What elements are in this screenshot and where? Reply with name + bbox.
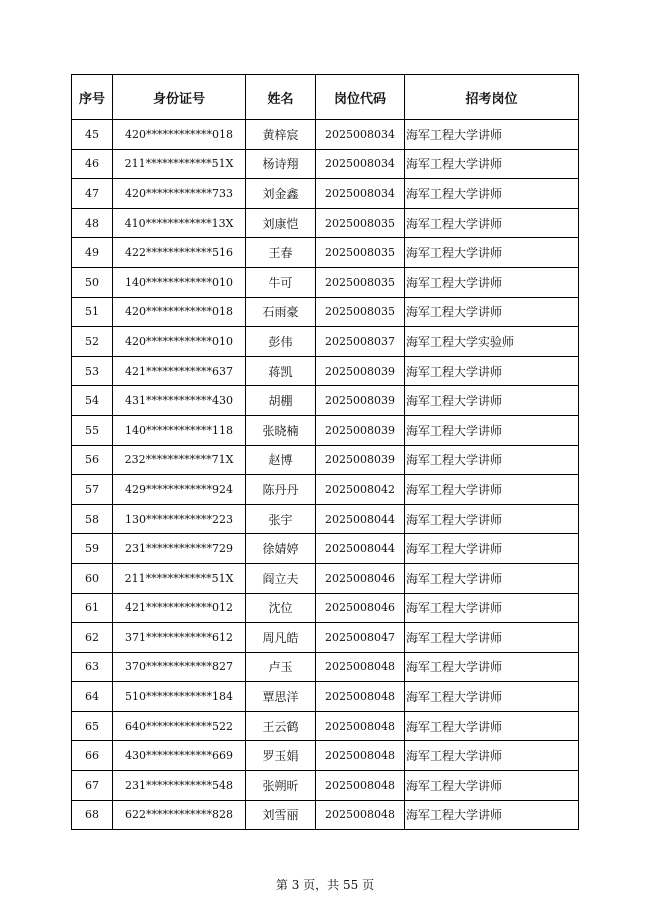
cell-id-number: 140************010 [113, 267, 246, 297]
cell-name: 胡棚 [246, 386, 316, 416]
cell-id-number: 232************71X [113, 445, 246, 475]
cell-id-number: 420************018 [113, 120, 246, 150]
cell-name: 彭伟 [246, 327, 316, 357]
cell-name: 卢玉 [246, 652, 316, 682]
cell-position-code: 2025008035 [316, 208, 405, 238]
cell-serial-number: 57 [72, 475, 113, 505]
cell-serial-number: 51 [72, 297, 113, 327]
table-row [72, 120, 579, 150]
cell-name: 张宇 [246, 504, 316, 534]
cell-id-number: 640************522 [113, 711, 246, 741]
cell-name: 罗玉娟 [246, 741, 316, 771]
table-row [72, 149, 579, 179]
cell-id-number: 429************924 [113, 475, 246, 505]
cell-position-title: 海军工程大学讲师 [405, 475, 579, 505]
cell-serial-number: 46 [72, 149, 113, 179]
cell-position-title: 海军工程大学讲师 [405, 445, 579, 475]
cell-id-number: 370************827 [113, 652, 246, 682]
cell-id-number: 231************729 [113, 534, 246, 564]
cell-name: 刘金鑫 [246, 179, 316, 209]
cell-position-code: 2025008044 [316, 504, 405, 534]
cell-serial-number: 67 [72, 771, 113, 801]
cell-serial-number: 52 [72, 327, 113, 357]
table-row [72, 741, 579, 771]
cell-name: 阎立夫 [246, 563, 316, 593]
cell-position-code: 2025008048 [316, 682, 405, 712]
cell-id-number: 510************184 [113, 682, 246, 712]
cell-serial-number: 60 [72, 563, 113, 593]
cell-position-code: 2025008048 [316, 741, 405, 771]
cell-position-code: 2025008047 [316, 623, 405, 653]
cell-name: 陈丹丹 [246, 475, 316, 505]
table-row [72, 297, 579, 327]
cell-position-title: 海军工程大学讲师 [405, 386, 579, 416]
table-row [72, 208, 579, 238]
cell-serial-number: 53 [72, 356, 113, 386]
cell-position-title: 海军工程大学讲师 [405, 356, 579, 386]
table-row [72, 386, 579, 416]
table-row [72, 327, 579, 357]
header-serial-number: 序号 [72, 75, 113, 120]
cell-id-number: 140************118 [113, 415, 246, 445]
cell-serial-number: 65 [72, 711, 113, 741]
cell-serial-number: 56 [72, 445, 113, 475]
cell-position-code: 2025008037 [316, 327, 405, 357]
cell-position-title: 海军工程大学讲师 [405, 267, 579, 297]
cell-serial-number: 66 [72, 741, 113, 771]
cell-position-title: 海军工程大学讲师 [405, 504, 579, 534]
cell-id-number: 420************010 [113, 327, 246, 357]
cell-position-title: 海军工程大学讲师 [405, 149, 579, 179]
candidate-table [71, 74, 579, 830]
cell-name: 张晓楠 [246, 415, 316, 445]
cell-id-number: 422************516 [113, 238, 246, 268]
cell-name: 石雨豪 [246, 297, 316, 327]
cell-name: 覃思洋 [246, 682, 316, 712]
cell-position-code: 2025008046 [316, 593, 405, 623]
cell-position-code: 2025008039 [316, 386, 405, 416]
cell-name: 牛可 [246, 267, 316, 297]
cell-serial-number: 58 [72, 504, 113, 534]
cell-position-title: 海军工程大学讲师 [405, 238, 579, 268]
cell-position-title: 海军工程大学讲师 [405, 120, 579, 150]
cell-name: 黄梓宸 [246, 120, 316, 150]
table-row [72, 475, 579, 505]
cell-position-title: 海军工程大学讲师 [405, 179, 579, 209]
cell-position-title: 海军工程大学讲师 [405, 741, 579, 771]
cell-id-number: 231************548 [113, 771, 246, 801]
cell-id-number: 430************669 [113, 741, 246, 771]
cell-name: 周凡皓 [246, 623, 316, 653]
table-row [72, 179, 579, 209]
table-row [72, 415, 579, 445]
cell-position-title: 海军工程大学讲师 [405, 297, 579, 327]
cell-position-title: 海军工程大学讲师 [405, 415, 579, 445]
table-row [72, 267, 579, 297]
cell-position-title: 海军工程大学讲师 [405, 623, 579, 653]
cell-id-number: 211************51X [113, 563, 246, 593]
cell-id-number: 421************637 [113, 356, 246, 386]
cell-position-title: 海军工程大学讲师 [405, 534, 579, 564]
cell-serial-number: 62 [72, 623, 113, 653]
table-body [72, 120, 579, 830]
cell-name: 刘雪丽 [246, 800, 316, 830]
cell-position-code: 2025008034 [316, 120, 405, 150]
cell-name: 王春 [246, 238, 316, 268]
cell-serial-number: 63 [72, 652, 113, 682]
table-row [72, 652, 579, 682]
cell-serial-number: 61 [72, 593, 113, 623]
table-row [72, 682, 579, 712]
cell-id-number: 130************223 [113, 504, 246, 534]
header-position-code: 岗位代码 [316, 75, 405, 120]
cell-position-code: 2025008035 [316, 238, 405, 268]
cell-serial-number: 55 [72, 415, 113, 445]
cell-position-title: 海军工程大学讲师 [405, 652, 579, 682]
cell-name: 张朔昕 [246, 771, 316, 801]
table-row [72, 504, 579, 534]
cell-position-code: 2025008048 [316, 800, 405, 830]
cell-position-title: 海军工程大学实验师 [405, 327, 579, 357]
table-row [72, 534, 579, 564]
cell-serial-number: 50 [72, 267, 113, 297]
cell-serial-number: 48 [72, 208, 113, 238]
cell-name: 杨诗翔 [246, 149, 316, 179]
table-row [72, 356, 579, 386]
table-row [72, 593, 579, 623]
cell-position-title: 海军工程大学讲师 [405, 593, 579, 623]
cell-id-number: 371************612 [113, 623, 246, 653]
cell-position-code: 2025008035 [316, 267, 405, 297]
table-row [72, 563, 579, 593]
cell-name: 赵博 [246, 445, 316, 475]
cell-name: 徐婧婷 [246, 534, 316, 564]
cell-position-code: 2025008034 [316, 179, 405, 209]
cell-serial-number: 45 [72, 120, 113, 150]
cell-id-number: 431************430 [113, 386, 246, 416]
cell-id-number: 410************13X [113, 208, 246, 238]
cell-position-code: 2025008044 [316, 534, 405, 564]
table-row [72, 711, 579, 741]
cell-position-code: 2025008035 [316, 297, 405, 327]
cell-serial-number: 47 [72, 179, 113, 209]
cell-name: 王云鹤 [246, 711, 316, 741]
cell-position-code: 2025008039 [316, 445, 405, 475]
cell-name: 蒋凯 [246, 356, 316, 386]
cell-id-number: 420************733 [113, 179, 246, 209]
cell-id-number: 420************018 [113, 297, 246, 327]
cell-position-title: 海军工程大学讲师 [405, 771, 579, 801]
cell-position-code: 2025008048 [316, 711, 405, 741]
cell-position-code: 2025008039 [316, 415, 405, 445]
cell-serial-number: 59 [72, 534, 113, 564]
table-row [72, 800, 579, 830]
cell-position-title: 海军工程大学讲师 [405, 682, 579, 712]
cell-position-title: 海军工程大学讲师 [405, 208, 579, 238]
page-footer: 第 3 页，共 55 页 [275, 878, 375, 892]
table-header-row [72, 75, 579, 120]
cell-serial-number: 68 [72, 800, 113, 830]
cell-position-code: 2025008039 [316, 356, 405, 386]
cell-id-number: 622************828 [113, 800, 246, 830]
cell-name: 沈位 [246, 593, 316, 623]
cell-position-code: 2025008048 [316, 652, 405, 682]
cell-position-code: 2025008034 [316, 149, 405, 179]
header-name: 姓名 [246, 75, 316, 120]
cell-position-code: 2025008046 [316, 563, 405, 593]
cell-id-number: 421************012 [113, 593, 246, 623]
cell-position-title: 海军工程大学讲师 [405, 800, 579, 830]
header-position-title: 招考岗位 [405, 75, 579, 120]
cell-id-number: 211************51X [113, 149, 246, 179]
cell-name: 刘康恺 [246, 208, 316, 238]
cell-position-code: 2025008048 [316, 771, 405, 801]
cell-serial-number: 54 [72, 386, 113, 416]
header-id-number: 身份证号 [113, 75, 246, 120]
cell-serial-number: 49 [72, 238, 113, 268]
cell-serial-number: 64 [72, 682, 113, 712]
table-row [72, 771, 579, 801]
cell-position-title: 海军工程大学讲师 [405, 711, 579, 741]
table-row [72, 623, 579, 653]
cell-position-code: 2025008042 [316, 475, 405, 505]
table-row [72, 445, 579, 475]
table-row [72, 238, 579, 268]
cell-position-title: 海军工程大学讲师 [405, 563, 579, 593]
